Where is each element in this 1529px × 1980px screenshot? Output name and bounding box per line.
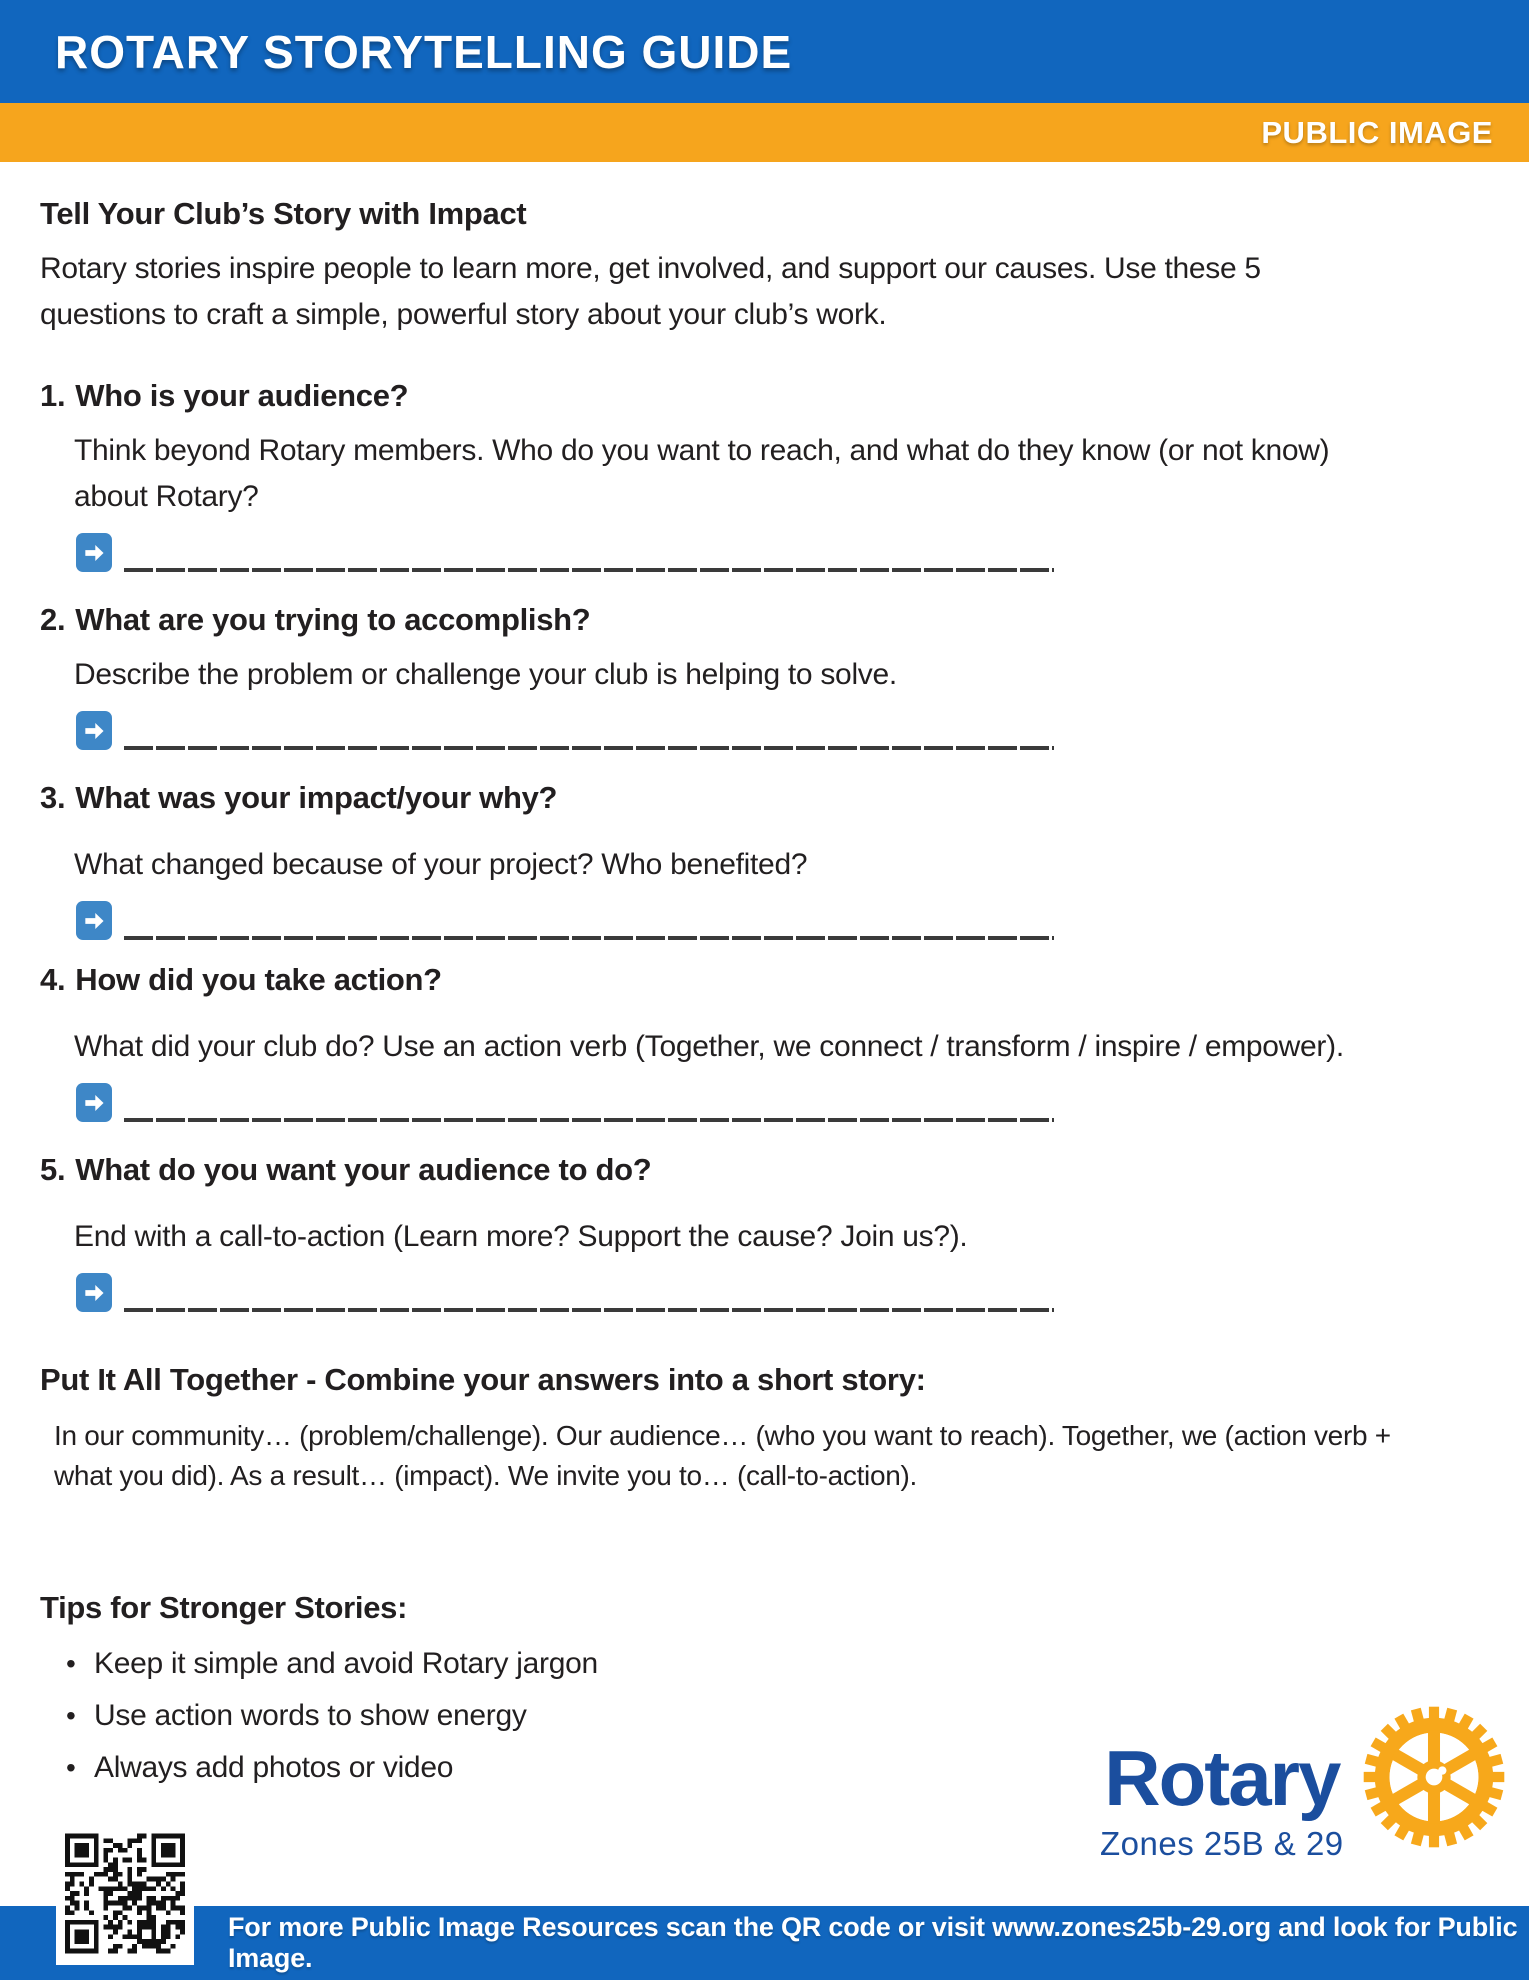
question-description: What changed because of your project? Who benefited? xyxy=(74,848,808,881)
banner-label: PUBLIC IMAGE xyxy=(1261,114,1493,150)
answer-row xyxy=(76,528,1489,572)
question-description: Think beyond Rotary members. Who do you want to reach, and what do they know (or not know) about Rotary? xyxy=(74,434,1330,513)
question-title: What was your impact/your why? xyxy=(75,780,558,815)
answer-row xyxy=(76,1078,1489,1122)
tips-heading: Tips for Stronger Stories: xyxy=(40,1590,408,1625)
combine-body: In our community… (problem/challenge). Our audience… (who you want to reach). Together, we (action verb + what you did). As a result… (impact). We invite you to… (call-to-action). xyxy=(54,1420,1391,1491)
right-arrow-icon xyxy=(76,711,112,750)
question-description: End with a call-to-action (Learn more? Support the cause? Join us?). xyxy=(74,1220,968,1253)
qr-code xyxy=(56,1822,194,1965)
tip-item: • Always add photos or video xyxy=(40,1742,1489,1794)
page-title: ROTARY STORYTELLING GUIDE xyxy=(55,25,793,78)
right-arrow-icon xyxy=(76,901,112,940)
question-block-2 xyxy=(40,602,1489,750)
right-arrow-icon xyxy=(76,533,112,572)
question-title: How did you take action? xyxy=(75,962,442,997)
footer-text: For more Public Image Resources scan the QR code or visit www.zones25b-29.org and look for Public Image. xyxy=(228,1912,1518,1973)
right-arrow-icon xyxy=(76,1083,112,1122)
question-number: 3. xyxy=(40,780,66,815)
right-arrow-icon xyxy=(76,1273,112,1312)
rotary-logo xyxy=(1100,1703,1508,1863)
answer-blank-line xyxy=(124,532,1054,572)
rotary-logo-text xyxy=(1100,1734,1344,1863)
question-title: What do you want your audience to do? xyxy=(75,1152,652,1187)
question-number: 2. xyxy=(40,602,66,637)
answer-blank-line xyxy=(124,900,1054,940)
qr-code-icon xyxy=(65,1831,185,1956)
intro-heading: Tell Your Club’s Story with Impact xyxy=(40,196,527,231)
combine-heading: Put It All Together - Combine your answers into a short story: xyxy=(40,1362,926,1397)
rotary-gear-icon xyxy=(1360,1703,1508,1851)
answer-row xyxy=(76,1268,1489,1312)
answer-blank-line xyxy=(124,1082,1054,1122)
rotary-zones-label: Zones 25B & 29 xyxy=(1100,1825,1344,1862)
content-area xyxy=(0,162,1529,1794)
answer-row xyxy=(76,706,1489,750)
question-block-1 xyxy=(40,378,1489,572)
answer-blank-line xyxy=(124,710,1054,750)
answer-blank-line xyxy=(124,1272,1054,1312)
combine-section xyxy=(40,1362,1489,1496)
rotary-wordmark: Rotary xyxy=(1104,1734,1340,1822)
question-block-3 xyxy=(40,780,1489,940)
intro-body: Rotary stories inspire people to learn more, get involved, and support our causes. Use these 5 questions to craft a simple, powerful story about your club’s work. xyxy=(40,252,1261,331)
question-number: 5. xyxy=(40,1152,66,1187)
tip-item: • Use action words to show energy xyxy=(40,1690,1489,1742)
question-heading xyxy=(40,780,1489,816)
footer-bar xyxy=(0,1906,1529,1980)
question-heading xyxy=(40,602,1489,638)
question-block-5 xyxy=(40,1152,1489,1312)
question-block-4 xyxy=(40,962,1489,1122)
question-description: What did your club do? Use an action verb (Together, we connect / transform / inspire / empower). xyxy=(74,1030,1344,1063)
answer-row xyxy=(76,896,1489,940)
question-heading xyxy=(40,378,1489,414)
question-description: Describe the problem or challenge your club is helping to solve. xyxy=(74,658,897,691)
question-number: 1. xyxy=(40,378,66,413)
tip-item: • Keep it simple and avoid Rotary jargon xyxy=(40,1638,1489,1690)
question-heading xyxy=(40,962,1489,998)
question-title: What are you trying to accomplish? xyxy=(75,602,591,637)
question-heading xyxy=(40,1152,1489,1188)
header-bar xyxy=(0,0,1529,103)
public-image-banner xyxy=(0,103,1529,162)
question-number: 4. xyxy=(40,962,66,997)
question-title: Who is your audience? xyxy=(75,378,409,413)
